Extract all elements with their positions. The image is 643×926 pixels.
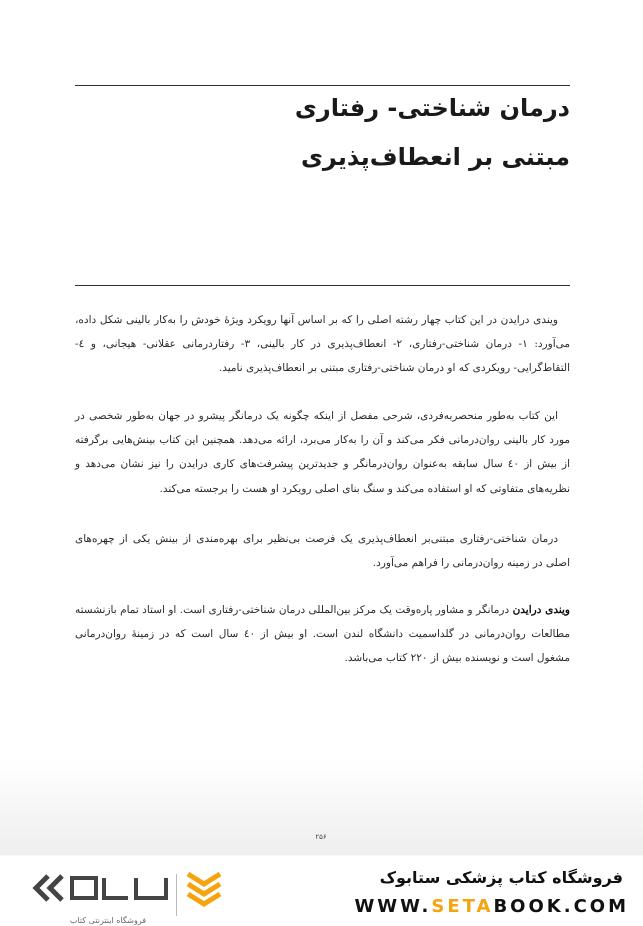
paragraph-text: این کتاب به‌طور منحصربه‌فردی، شرحی مفصل از اینکه چگونه یک درمانگر پیشرو در جهان به‌طور شخصی در مورد کار بالینی روان‌درمانی فکر می‌کند و آن را به‌کار می‌برد، ارائه می‌دهد. همچنین این کتاب بینش‌هایی برگرفته از بیش از ٤٠ سال سابقه به‌عنوان روان‌درمانگر و جدیدترین پیشرفت‌های کاری درایدن را نیز نشان می‌دهد و نظریه‌های متفاوتی که او استفاده می‌کند و سنگ بنای اصلی رویکرد او هست را برجسته می‌کند. [75,410,570,495]
author-bio-text [75,598,570,671]
page-number: ۲۵۶ [315,833,327,841]
store-watermark-footer [0,856,643,926]
author-bio [75,598,570,671]
author-bio-rest: درمانگر و مشاور پاره‌وقت یک مرکز بین‌المللی درمان شناختی-رفتاری است. او استاد تمام بازنشسته مطالعات روان‌درمانی در گلداسمیت دانشگاه لندن است. او بیش از ٤٠ سال است که در زمینۀ روان‌درمانی مشغول است و نویسنده بیش از ۲۲۰ کتاب می‌باشد. [75,604,570,665]
paragraph-text: ویندی درایدن در این کتاب چهار رشته اصلی را که بر اساس آنها رویکرد ویژۀ خودش را به‌کار بالینی شکل داده، می‌آورد: ۱- درمان شناختی-رفتاری، ۲- انعطاف‌پذیری در کار بالینی، ۳- رفتاردرمانی عقلانی- هیجانی، و ٤- التقاط‌گرایی- رویکردی که او درمان شناختی-رفتاری مبتنی بر انعطاف‌پذیری نامید. [75,314,570,375]
description-paragraph-2 [75,404,570,501]
store-name: فروشگاه کتاب پزشکی ستابوک [379,868,623,887]
bottom-divider [75,285,570,286]
url-suffix: BOOK.COM [493,896,629,917]
url-prefix: WWW. [354,896,432,917]
description-paragraph-3 [75,527,570,575]
setabook-logo[interactable] [28,866,248,924]
logo-separator [176,874,177,916]
book-title-line-1: درمان شناختی- رفتاری [294,94,570,122]
paragraph-text: درمان شناختی-رفتاری مبتنی‌بر انعطاف‌پذیری یک فرصت بی‌نظیر برای بهره‌مندی از بینش یکی از چهره‌های اصلی در زمینه روان‌درمانی را فراهم می‌آورد. [75,533,570,570]
author-name: ویندی درایدن [512,604,570,616]
book-title-line-2: مبتنی بر انعطاف‌پذیری [300,143,570,171]
description-paragraph-1 [75,308,570,381]
setabook-logo-icon [28,866,248,916]
store-url[interactable] [319,896,629,917]
url-accent: SETA [431,896,494,917]
logo-tagline: فروشگاه اینترنتی کتاب [69,916,147,925]
top-divider [75,85,570,86]
